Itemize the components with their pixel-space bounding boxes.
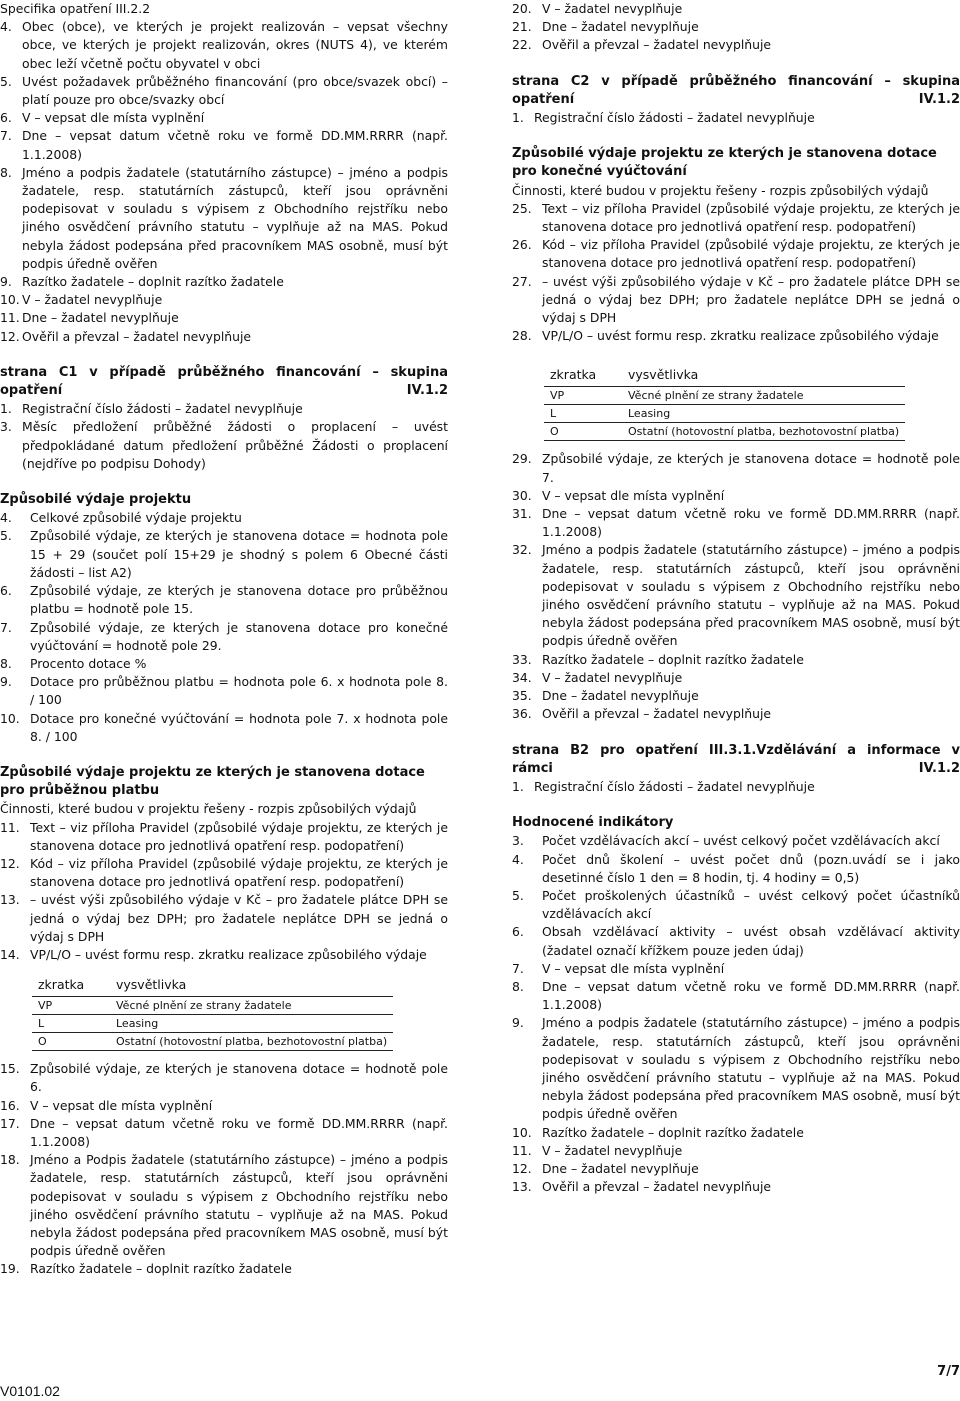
after-list: [0, 1060, 448, 1278]
indicators-heading: Hodnocené indikátory: [512, 815, 674, 831]
list-item: 7. Dne – vepsat datum včetně roku ve formě DD.MM.RRRR (např. 1.1.2008): [0, 128, 448, 162]
interim-intro: Činnosti, které budou v projektu řešeny - rozpis způsobilých výdajů: [0, 801, 417, 817]
list-item: 21. Dne – žadatel nevyplňuje: [512, 19, 699, 35]
list-item: 35. Dne – žadatel nevyplňuje: [512, 688, 699, 704]
right-column: [512, 0, 960, 1379]
c1-heading: strana C1 v případě průběžného financování – skupina opatření IV.1.2: [0, 364, 448, 399]
table-header-row: zkratka vysvětlivka: [544, 363, 905, 387]
list-item: 22. Ověřil a převzal – žadatel nevyplňuje: [512, 37, 772, 53]
list-item: 3. Počet vzdělávacích akcí – uvést celkový počet vzdělávacích akcí: [512, 833, 940, 849]
spacer: [0, 1051, 448, 1060]
interim-heading: Způsobilé výdaje projektu ze kterých je stanovena dotace pro průběžnou platbu: [0, 764, 425, 799]
top-list: [512, 0, 960, 55]
interim-list: [0, 819, 448, 965]
spacer: [512, 345, 960, 363]
spacer: [0, 473, 448, 491]
list-item: 34. V – žadatel nevyplňuje: [512, 669, 683, 685]
list-item: 19. Razítko žadatele – doplnit razítko žadatele: [0, 1261, 292, 1277]
final-heading: Způsobilé výdaje projektu ze kterých je stanovena dotace pro konečné vyúčtování: [512, 146, 937, 180]
list-item: 5. Uvést požadavek průběžného financování (pro obce/svazek obcí) – platí pouze pro obce/svazky obcí: [0, 73, 448, 108]
spacer: [0, 746, 448, 764]
list-item: 9. Jméno a podpis žadatele (statutárního zástupce) – jméno a podpis žadatele, resp. statutárních zástupců, kteří jsou oprávněni podepisovat v souladu s výpisem z Obchodního rejstříku nebo jiného osvědčení právního statutu – vyplňuje až na MAS. Pokud nebyla žádost podepsána před pracovníkem MAS osobně, musí být podpis úředně ověřen: [512, 1015, 960, 1122]
costs-list: [0, 509, 448, 746]
page-number: 7/7: [937, 1364, 960, 1379]
section-title: Specifika opatření III.2.2: [0, 1, 151, 16]
list-item: 6. V – vepsat dle místa vyplnění: [0, 110, 205, 126]
list-item: 29. Způsobilé výdaje, ze kterých je stanovena dotace = hodnotě pole 7.: [512, 451, 960, 485]
list-item: 5. Způsobilé výdaje, ze kterých je stanovena dotace = hodnota pole 15 + 29 (součet polí 15+29 je shodný s polem 6 Obecné části žádosti – list A2): [0, 528, 448, 580]
list-item: 17. Dne – vepsat datum včetně roku ve formě DD.MM.RRRR (např. 1.1.2008): [0, 1115, 448, 1149]
spacer: [512, 55, 960, 73]
table-row: O Ostatní (hotovostní platba, bezhotovostní platba): [32, 1033, 393, 1051]
list-item: 36. Ověřil a převzal – žadatel nevyplňuje: [512, 706, 772, 722]
indicators-list: [512, 832, 960, 1196]
list-item: 12. Ověřil a převzal – žadatel nevyplňuje: [0, 328, 252, 344]
c2-heading: strana C2 v případě průběžného financování – skupina opatření IV.1.2: [512, 73, 960, 107]
table-row: VP Věcné plnění ze strany žadatele: [32, 997, 393, 1015]
spacer: [512, 127, 960, 145]
list-item: 4. Obec (obce), ve kterých je projekt realizován – vepsat všechny obce, ve kterých je projekt realizován, okres (NUTS 4), ve kterém obec leží včetně počtu obyvatel v obci: [0, 19, 448, 71]
list-item: 7. Způsobilé výdaje, ze kterých je stanovena dotace pro konečné vyúčtování = hodnotě pole 29.: [0, 619, 448, 653]
list-item: 8. Dne – vepsat datum včetně roku ve formě DD.MM.RRRR (např. 1.1.2008): [512, 978, 960, 1013]
list-item: 1. Registrační číslo žádosti – žadatel nevyplňuje: [512, 110, 815, 126]
list-item: 27. – uvést výši způsobilého výdaje v Kč – pro žadatele plátce DPH se jedná o výdaj bez DPH; pro žadatele neplátce DPH se jedná o výdaj s DPH: [512, 273, 960, 326]
list-item: 15. Způsobilé výdaje, ze kterých je stanovena dotace = hodnotě pole 6.: [0, 1061, 448, 1095]
list-item: 10. V – žadatel nevyplňuje: [0, 292, 163, 308]
spacer: [0, 964, 448, 973]
list-item: 33. Razítko žadatele – doplnit razítko žadatele: [512, 651, 804, 667]
list-item: 26. Kód – viz příloha Pravidel (způsobilé výdaje projektu, ze kterých je stanovena dotace pro jednotlivá opatření resp. podopatření): [512, 237, 960, 271]
table-row: L Leasing: [544, 405, 905, 423]
list-item: 3. Měsíc předložení průběžné žádosti o proplacení – uvést předpokládané datum předložení průběžné Žádosti o proplacení (nejdříve po podpisu Dohody): [0, 419, 448, 471]
list-item: 4. Počet dnů školení – uvést počet dnů (pozn.uvádí se i jako desetinné číslo 1 den = 8 hodin, tj. 4 hodiny = 0,5): [512, 851, 960, 885]
list-item: 31. Dne – vepsat datum včetně roku ve formě DD.MM.RRRR (např. 1.1.2008): [512, 506, 960, 540]
abbreviation-table: [32, 973, 393, 1051]
list-item: 8. Procento dotace %: [0, 655, 147, 671]
list-item: 20. V – žadatel nevyplňuje: [512, 1, 683, 16]
final-list: [512, 200, 960, 346]
list-item: 6. Obsah vzdělávací aktivity – uvést obsah vzdělávací aktivity (žadatel označí křížkem pouze jeden údaj): [512, 924, 960, 958]
table-row: O Ostatní (hotovostní platba, bezhotovostní platba): [544, 423, 905, 441]
list-item: 1. Registrační číslo žádosti – žadatel nevyplňuje: [512, 778, 815, 794]
list-item: 11. Dne – žadatel nevyplňuje: [0, 310, 179, 326]
version-label: V0101.02: [0, 1383, 60, 1399]
list-item: 13. – uvést výši způsobilého výdaje v Kč – pro žadatele plátce DPH se jedná o výdaj bez DPH; pro žadatele neplátce DPH se jedná o výdaj s DPH: [0, 892, 448, 944]
list-item: 25. Text – viz příloha Pravidel (způsobilé výdaje projektu, ze kterých je stanovena dotace pro jednotlivá opatření resp. podopatření): [512, 200, 960, 235]
after-list: [512, 450, 960, 723]
c1-list: [0, 400, 448, 473]
list-item: 9. Razítko žadatele – doplnit razítko žadatele: [0, 274, 284, 290]
list-item: 11. Text – viz příloha Pravidel (způsobilé výdaje projektu, ze kterých je stanovena dotace pro jednotlivá opatření resp. podopatření): [0, 819, 448, 853]
c2-list: [512, 109, 960, 127]
list-item: 12. Kód – viz příloha Pravidel (způsobilé výdaje projektu, ze kterých je stanovena dotace pro jednotlivá opatření resp. podopatření): [0, 855, 448, 890]
table-header-row: zkratka vysvětlivka: [32, 973, 393, 997]
list-item: 9. Dotace pro průběžnou platbu = hodnota pole 6. x hodnota pole 8. / 100: [0, 674, 448, 708]
table-row: VP Věcné plnění ze strany žadatele: [544, 387, 905, 405]
costs-heading: Způsobilé výdaje projektu: [0, 492, 192, 508]
list-item: 32. Jméno a podpis žadatele (statutárního zástupce) – jméno a podpis žadatele, resp. statutárních zástupců, kteří jsou oprávněni podepisovat v souladu s výpisem z Obchodního rejstříku nebo jiného osvědčení právního statutu – vyplňuje až na MAS. Pokud nebyla žádost podepsána před pracovníkem MAS osobně, musí být podpis úředně ověřen: [512, 542, 960, 649]
abbreviation-table: [544, 363, 905, 441]
list-item: 5. Počet proškolených účastníků – uvést celkový počet účastníků vzdělávacích akcí: [512, 887, 960, 922]
list-item: 4. Celkové způsobilé výdaje projektu: [0, 510, 242, 526]
intro-list: [0, 18, 448, 346]
spacer: [512, 724, 960, 742]
final-intro: Činnosti, které budou v projektu řešeny - rozpis způsobilých výdajů: [512, 182, 929, 198]
list-item: 10. Razítko žadatele – doplnit razítko žadatele: [512, 1124, 804, 1140]
spacer: [512, 441, 960, 450]
list-item: 6. Způsobilé výdaje, ze kterých je stanovena dotace pro průběžnou platbu = hodnotě pole 15.: [0, 583, 448, 617]
list-item: 8. Jméno a podpis žadatele (statutárního zástupce) – jméno a podpis žadatele, resp. statutárních zástupců, kteří jsou oprávněni podepisovat v souladu s výpisem z Obchodního rejstříku nebo jiného osvědčení právního statutu – vyplňuje až na MAS. Pokud nebyla žádost podepsána před pracovníkem MAS osobně, musí být podpis úředně ověřen: [0, 164, 448, 271]
list-item: 16. V – vepsat dle místa vyplnění: [0, 1097, 213, 1113]
list-item: 14. VP/L/O – uvést formu resp. zkratku realizace způsobilého výdaje: [0, 946, 427, 962]
spacer: [0, 346, 448, 364]
list-item: 10. Dotace pro konečné vyúčtování = hodnota pole 7. x hodnota pole 8. / 100: [0, 710, 448, 744]
list-item: 30. V – vepsat dle místa vyplnění: [512, 487, 725, 503]
list-item: 7. V – vepsat dle místa vyplnění: [512, 960, 725, 976]
table-row: L Leasing: [32, 1015, 393, 1033]
list-item: 1. Registrační číslo žádosti – žadatel nevyplňuje: [0, 401, 303, 417]
b2-list: [512, 778, 960, 796]
list-item: 18. Jméno a Podpis žadatele (statutárního zástupce) – jméno a podpis žadatele, resp. statutárních zástupců, kteří jsou oprávněni podepisovat v souladu s výpisem z Obchodního rejstříku nebo jiného osvědčení právního statutu – vyplňuje až na MAS. Pokud nebyla žádost podepsána před pracovníkem MAS osobně, musí být podpis úředně ověřen: [0, 1152, 448, 1259]
list-item: 28. VP/L/O – uvést formu resp. zkratku realizace způsobilého výdaje: [512, 328, 939, 344]
list-item: 13. Ověřil a převzal – žadatel nevyplňuje: [512, 1179, 772, 1195]
left-column: [0, 0, 448, 1279]
spacer: [512, 796, 960, 814]
list-item: 12. Dne – žadatel nevyplňuje: [512, 1160, 699, 1176]
list-item: 11. V – žadatel nevyplňuje: [512, 1142, 683, 1158]
b2-heading: strana B2 pro opatření III.3.1.Vzdělávání a informace v rámci IV.1.2: [512, 742, 960, 776]
